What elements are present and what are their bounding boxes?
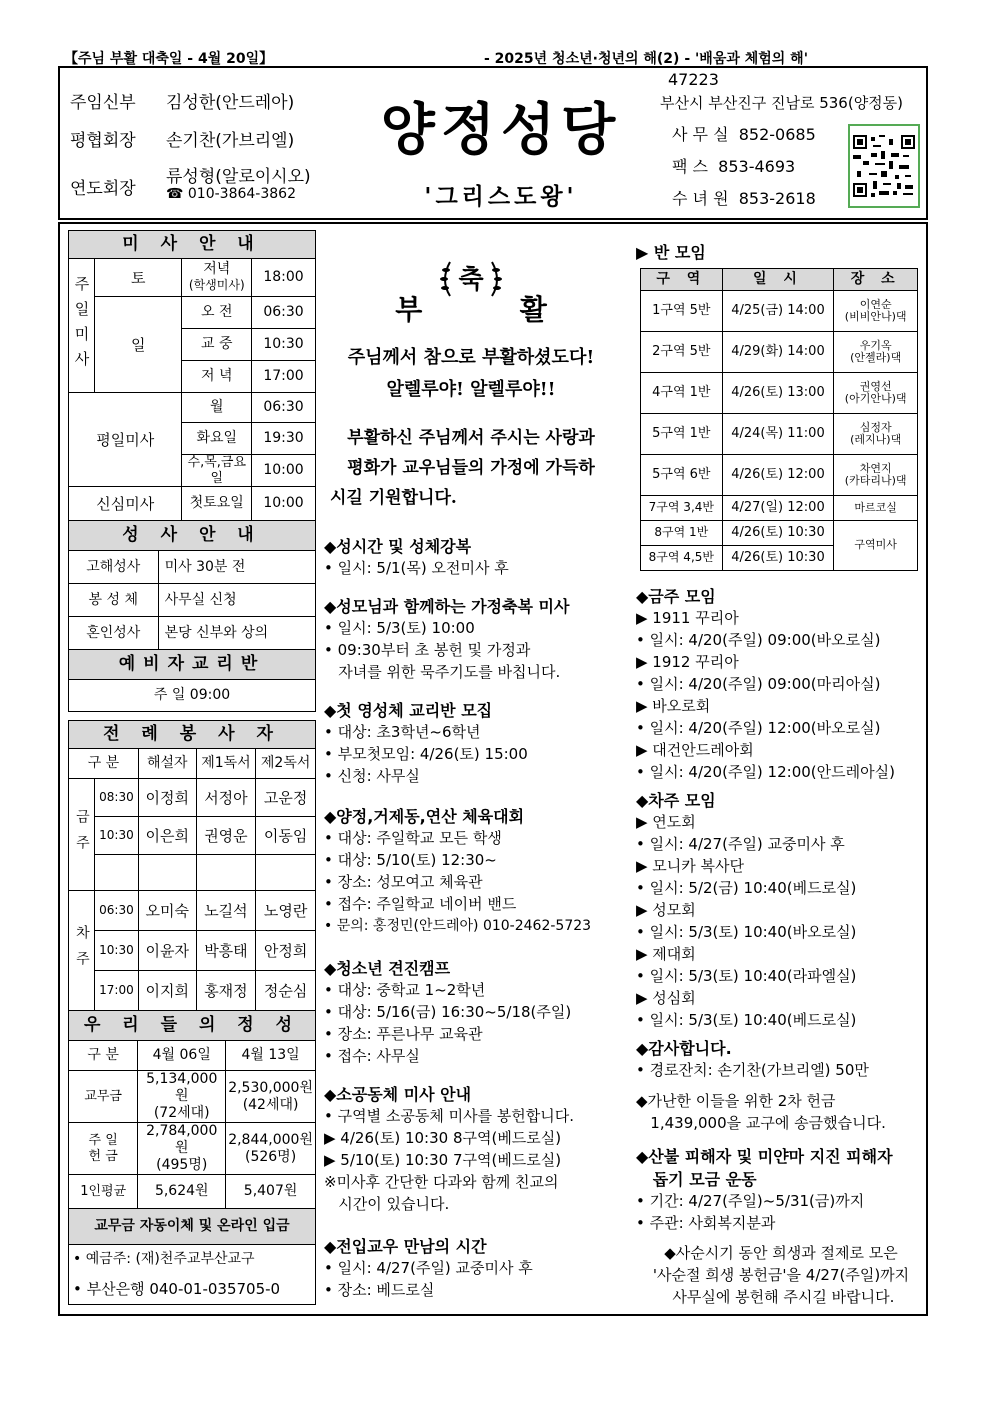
- masthead: 주임신부 김성한(안드레아) 평협회장 손기찬(가브리엘) 연도회장 류성형(알로이시오) ☎ 010-3864-3862 양정성당 '그리스도왕' 47223 부산시 부산진구 진남로 536(양정동) 사 무 실 852-0685 팩 스 853-4693 수 녀 원 853-2618: [58, 66, 928, 220]
- office-row: 사 무 실 852-0685: [672, 125, 816, 144]
- bank-account[interactable]: • 부산은행 040-01-035705-0: [69, 1275, 316, 1305]
- easter-title: 부 활: [395, 293, 547, 326]
- fax-row: 팩 스 853-4693: [672, 157, 796, 176]
- thanks-notice: ◆감사합니다. • 경로잔치: 손기찬(가브리엘) 50만: [636, 1039, 869, 1079]
- svg-text:축: 축: [458, 265, 484, 295]
- next-week-meetings: ◆차주 모임 ▶ 연도회 • 일시: 4/27(주일) 교중미사 후 ▶ 모니카 복사단 • 일시: 5/2(금) 10:40(베드로실) ▶ 성모회 • 일시: 5/3(토) 10:40(바오로실) ▶ 제대회 • 일시: 5/3(토) 10:40(라파엘실) ▶ 성심회 • 일시: 5/3(토) 10:40(베드로실): [636, 791, 857, 1029]
- notice-confirmation-camp: ◆청소년 견진캠프 • 대상: 중학교 1~2학년 • 대상: 5/16(금) 16:30~5/18(주일) • 장소: 푸른나무 교육관 • 접수: 사무실: [324, 959, 572, 1065]
- catechumen-title: 예비자교리반: [69, 650, 316, 680]
- sacrament-title: 성 사 안 내: [69, 521, 316, 551]
- notice-first-communion: ◆첫 영성체 교리반 모집 • 대상: 초3학년~6학년 • 부모첫모임: 4/26(토) 15:00 • 신청: 사무실: [324, 701, 528, 785]
- notice-community-mass: ◆소공동체 미사 안내 • 구역별 소공동체 미사를 봉헌합니다. ▶ 4/26(토) 10:30 8구역(베드로실) ▶ 5/10(토) 10:30 7구역(베드로실) ※미사후 간단한 다과와 함께 친교의 시간이 있습니다.: [324, 1085, 575, 1213]
- qr-code-icon: [853, 135, 915, 197]
- second-collection-notice: ◆가난한 이들을 위한 2차 헌금 1,439,000을 교구에 송금했습니다.: [636, 1092, 886, 1132]
- left-info-table: 미 사 안 내 주일미사 토 저녁 (학생미사) 18:00 일 오 전 06:30 교 중 10:30 저 녁 17:00 평일미사 월 06:30 화요일 19:30 수,목,금요일 10:00 신심미사 첫토요일 10:00 성 사 안 내 고해성사 미사 30분 전 봉 성 체 사무실 신청 혼인성사 본당 신부와 상의 예비자교리반 주 일 09:00: [68, 230, 316, 712]
- notice-holy-hour: ◆성시간 및 성체강복 • 일시: 5/1(목) 오전미사 후: [324, 537, 509, 577]
- notice-sports-day: ◆양정,거제동,연산 체육대회 • 대상: 주일학교 모든 학생 • 대상: 5/10(토) 12:30~ • 장소: 성모여고 체육관 • 접수: 주일학교 네이버 밴드 • 문의: 홍정민(안드레아) 010-2462-5723: [324, 807, 592, 934]
- group-meetings-title: ▶ 반 모임: [636, 243, 706, 262]
- offering-table: 우 리 들 의 정 성 구 분 4월 06일 4월 13일 교무금 5,134,000원 (72세대) 2,530,000원 (42세대) 주 일 헌 금 2,784,000원 (495명) 2,844,000원 (526명) 1인평균 5,624원 5,407원 교무금 자동이체 및 온라인 입금 • 예금주: (재)천주교부산교구 • 부산은행 040-01-035705-0: [68, 1010, 316, 1305]
- elder-phone: ☎ 010-3864-3862: [166, 186, 296, 202]
- sat-mass-name: 저녁 (학생미사): [182, 259, 252, 297]
- account-holder: • 예금주: (재)천주교부산교구: [69, 1245, 316, 1275]
- convent-row: 수 녀 원 853-2618: [672, 189, 816, 208]
- mass-title: 미 사 안 내: [69, 231, 316, 259]
- address: 부산시 부산진구 진남로 536(양정동): [660, 94, 904, 112]
- parish-patron: '그리스도왕': [424, 183, 578, 210]
- qr-code[interactable]: [848, 124, 920, 208]
- notice-newcomer: ◆전입교우 만남의 시간 • 일시: 4/27(주일) 교중미사 후 • 장소: 베드로실: [324, 1237, 533, 1299]
- top-banner: [60, 46, 928, 68]
- zip-code: 47223: [668, 70, 719, 89]
- this-week-meetings: ◆금주 모임 ▶ 1911 꾸리아 • 일시: 4/20(주일) 09:00(바오로실) ▶ 1912 꾸리아 • 일시: 4/20(주일) 09:00(마리아실) ▶ 바오로회 • 일시: 4/20(주일) 12:00(바오로실) ▶ 대건안드레아회 • 일시: 4/20(주일) 12:00(안드레아실): [636, 587, 895, 781]
- feast-label: 【주님 부활 대축일 - 4월 20일】: [64, 51, 274, 67]
- catechumen-time: 주 일 09:00: [69, 680, 316, 712]
- weekday-mass-label: 평일미사: [69, 393, 182, 487]
- elder-name: 류성형(알로이시오): [166, 167, 311, 187]
- notice-family-blessing: ◆성모님과 함께하는 가정축복 미사 • 일시: 5/3(토) 10:00 • 09:30부터 초 봉헌 및 가정과 자녀를 위한 묵주기도를 바칩니다.: [324, 597, 570, 681]
- content-area: 미 사 안 내 주일미사 토 저녁 (학생미사) 18:00 일 오 전 06:30 교 중 10:30 저 녁 17:00 평일미사 월 06:30 화요일 19:30 수,목,금요일 10:00 신심미사 첫토요일 10:00 성 사 안 내 고해성사 미사 30분 전 봉 성 체 사무실 신청 혼인성사 본당 신부와 상의 예비자교리반 주 일 09:00 전 례 봉 사 자 구 분 해설자 제1독서 제2독서 금주 08:30 이정희 서정아 고운정 10:30 이은희 권영운 이동임 차주 06:30 오미숙 노길석 노영란 10:30 이윤자 박흥태 안정희 17:00 이지희 홍재정 정순심 우 리 들 의 정 성 구 분 4월 06일 4월 13일 교무금 5,134,000원 (72세대) 2,530,000원 (42세대) 주 일 헌 금 2,784,000원 (495명) 2,844,000원 (526명) 1인평균 5,624원 5,407원 교무금 자동이체 및 온라인 입금 • 예금주: (재)천주교부산교구 • 부산은행 040-01-035705-0 축 부 활 주님께서 참으로 부활하셨도다! 알렐루야! 알렐루야!! 부활하신 주님께서 주시는 사랑과 평화가 교우님들의 가정에 가득하 시길 기원합니다. ◆성시간 및 성체강복 • 일시: 5/1(목) 오전미사 후 ◆성모님과 함께하는 가정축복 미사 • 일시: 5/3(토) 10:00 • 09:30부터 초 봉헌 및 가정과 자녀를 위한 묵주기도를 바칩니다. ◆첫 영성체 교리반 모집 • 대상: 초3학년~6학년 • 부모첫모임: 4/26(토) 15:00 • 신청: 사무실 ◆양정,거제동,연산 체육대회 • 대상: 주일학교 모든 학생 • 대상: 5/10(토) 12:30~ • 장소: 성모여고 체육관 • 접수: 주일학교 네이버 밴드 • 문의: 홍정민(안드레아) 010-2462-5723 ◆청소년 견진캠프 • 대상: 중학교 1~2학년 • 대상: 5/16(금) 16:30~5/18(주일) • 장소: 푸른나무 교육관 • 접수: 사무실 ◆소공동체 미사 안내 • 구역별 소공동체 미사를 봉헌합니다. ▶ 4/26(토) 10:30 8구역(베드로실) ▶ 5/10(토) 10:30 7구역(베드로실) ※미사후 간단한 다과와 함께 친교의 시간이 있습니다. ◆전입교우 만남의 시간 • 일시: 4/27(주일) 교중미사 후 • 장소: 베드로실 ▶ 반 모임 구 역 일 시 장 소 1구역 5반 4/25(금) 14:00 이연순 (비비안나)댁 2구역 5반 4/29(화) 14:00 우기옥 (안젤라)댁 4구역 1반 4/26(토) 13:00 권영선 (아기안나)댁 5구역 1반 4/24(목) 11:00 심정자 (레지나)댁 5구역 6반 4/26(토) 12:00 차연지 (카타리나)댁 7구역 3,4반 4/27(일) 12:00 마르코실 8구역 1반 4/26(토) 10:30 구역미사 8구역 4,5반 4/26(토) 10:30 ◆금주 모임 ▶ 1911 꾸리아 • 일시: 4/20(주일) 09:00(바오로실) ▶ 1912 꾸리아 • 일시: 4/20(주일) 09:00(마리아실) ▶ 바오로회 • 일시: 4/20(주일) 12:00(바오로실) ▶ 대건안드레아회 • 일시: 4/20(주일) 12:00(안드레아실) ◆차주 모임 ▶ 연도회 • 일시: 4/27(주일) 교중미사 후 ▶ 모니카 복사단 • 일시: 5/2(금) 10:40(베드로실) ▶ 성모회 • 일시: 5/3(토) 10:40(바오로실) ▶ 제대회 • 일시: 5/3(토) 10:40(라파엘실) ▶ 성심회 • 일시: 5/3(토) 10:40(베드로실) ◆감사합니다. • 경로잔치: 손기찬(가브리엘) 50만 ◆가난한 이들을 위한 2차 헌금 1,439,000을 교구에 송금했습니다. ◆산불 피해자 및 미얀마 지진 피해자 돕기 모금 운동 • 기간: 4/27(주일)~5/31(금)까지 • 주관: 사회복지분과 ◆사순시기 동안 희생과 절제로 모은 '사순절 희생 봉헌금'을 4/27(주일)까지 사무실에 봉헌해 주시길 바랍니다.: [58, 222, 928, 1316]
- relief-fund-notice: ◆산불 피해자 및 미얀마 지진 피해자 돕기 모금 운동 • 기간: 4/27(주일)~5/31(금)까지 • 주관: 사회복지분과: [636, 1147, 893, 1232]
- lent-offering-notice: ◆사순시기 동안 희생과 절제로 모은 '사순절 희생 봉헌금'을 4/27(주일)까지 사무실에 봉헌해 주시길 바랍니다.: [652, 1244, 910, 1306]
- parish-name: 양정성당: [380, 97, 622, 163]
- year-theme: - 2025년 청소년·청년의 해(2) - '배움과 체험의 해': [484, 51, 808, 67]
- servers-table: 전 례 봉 사 자 구 분 해설자 제1독서 제2독서 금주 08:30 이정희 서정아 고운정 10:30 이은희 권영운 이동임 차주 06:30 오미숙 노길석 노영란 10:30 이윤자 박흥태 안정희 17:00 이지희 홍재정 정순심: [68, 720, 316, 1011]
- group-meetings-table: 구 역 일 시 장 소 1구역 5반 4/25(금) 14:00 이연순 (비비안나)댁 2구역 5반 4/29(화) 14:00 우기옥 (안젤라)댁 4구역 1반 4/26(토) 13:00 권영선 (아기안나)댁 5구역 1반 4/24(목) 11:00 심정자 (레지나)댁 5구역 6반 4/26(토) 12:00 차연지 (카타리나)댁 7구역 3,4반 4/27(일) 12:00 마르코실 8구역 1반 4/26(토) 10:30 구역미사 8구역 4,5반 4/26(토) 10:30: [640, 268, 918, 571]
- sunday-mass-label: 주일미사: [69, 259, 95, 393]
